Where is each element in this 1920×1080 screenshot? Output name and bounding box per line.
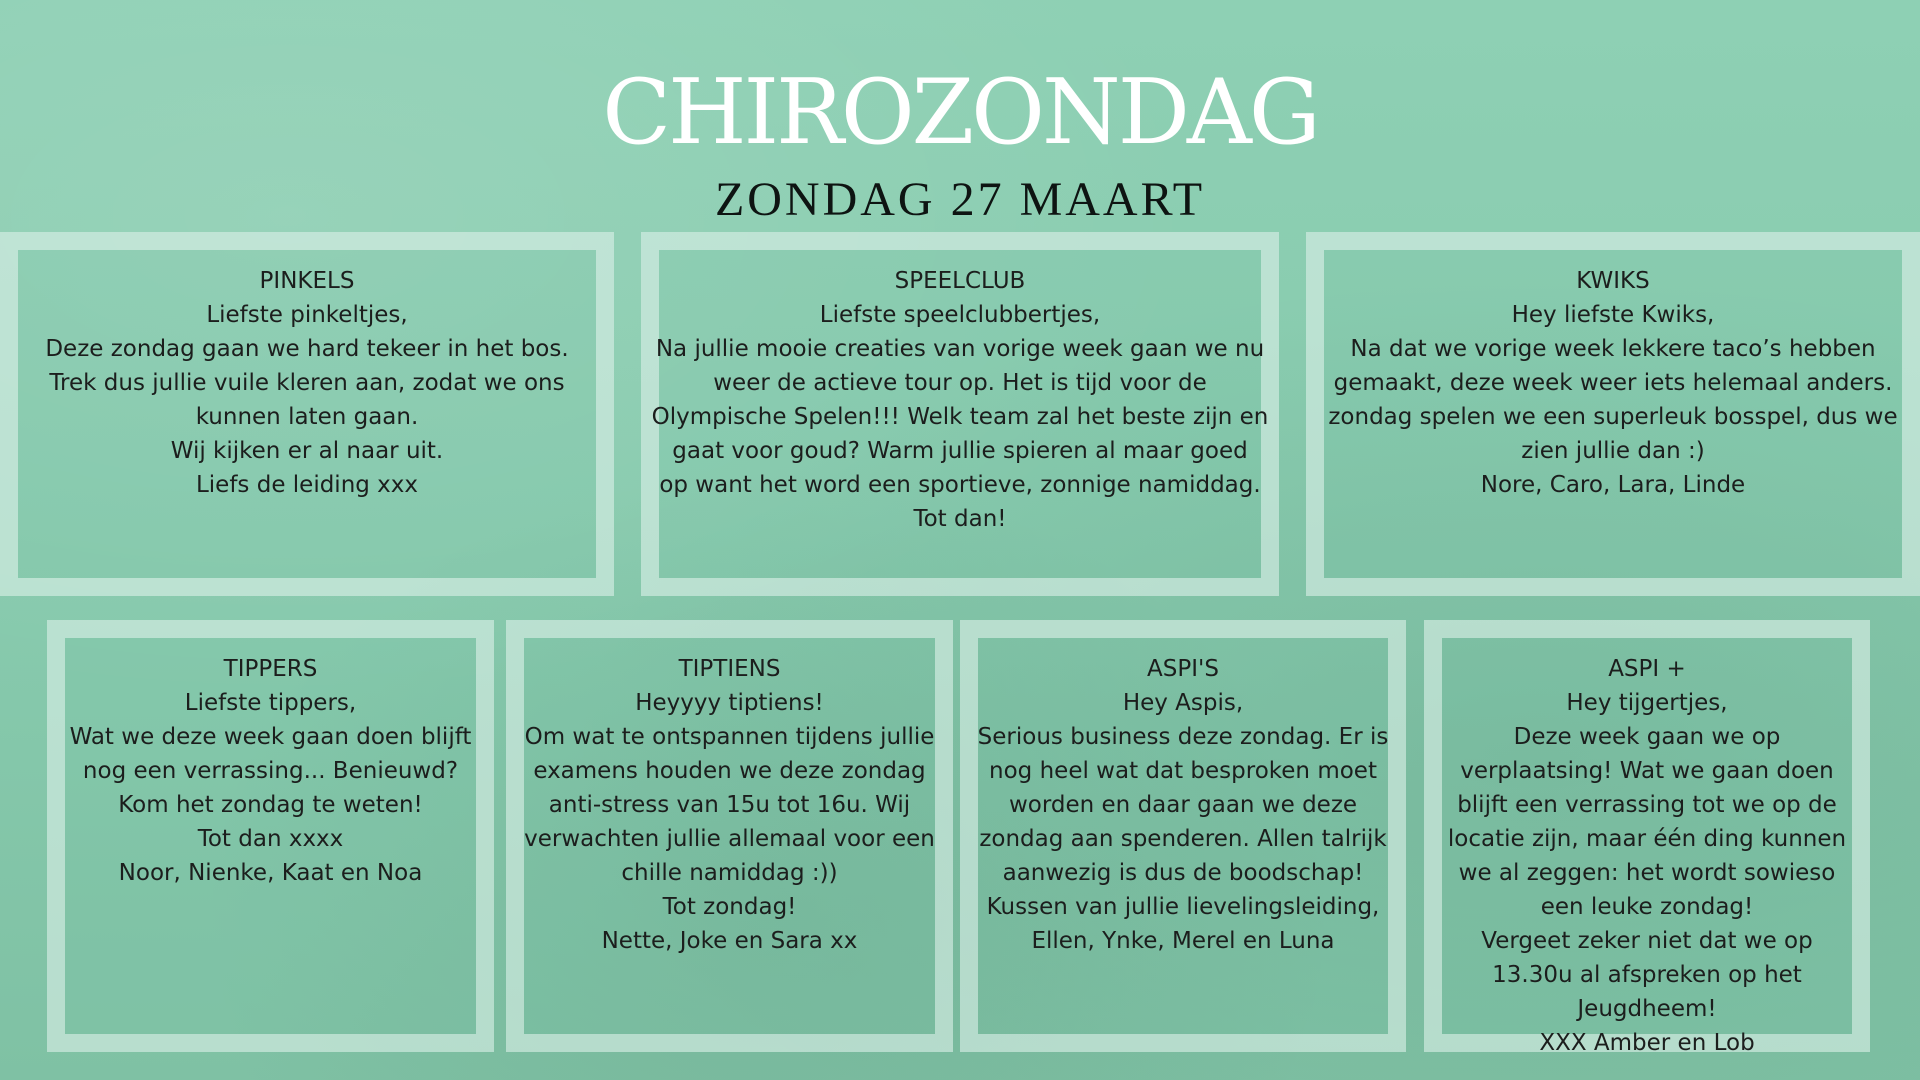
- card-body: [651, 250, 1269, 578]
- card-text-line: Tot dan xxxx: [197, 826, 344, 852]
- card-text-line: 13.30u al afspreken op het: [1492, 962, 1802, 988]
- card-text-line: een leuke zondag!: [1540, 894, 1754, 920]
- card-text-line: worden en daar gaan we deze: [1008, 792, 1358, 818]
- card-text-line: Deze week gaan we op: [1513, 724, 1781, 750]
- card-heading: TIPTIENS: [678, 656, 781, 682]
- card-text-line: Liefs de leiding xxx: [195, 472, 419, 498]
- card-text-line: nog heel wat dat besproken moet: [989, 758, 1377, 784]
- card-text-line: Wat we deze week gaan doen blijft: [69, 724, 472, 750]
- card-aspis: [960, 620, 1406, 1052]
- card-text-line: aanwezig is dus de boodschap!: [1002, 860, 1364, 886]
- card-text-line: Hey tijgertjes,: [1566, 690, 1728, 716]
- card-text-line: verplaatsing! Wat we gaan doen: [1460, 758, 1834, 784]
- card-heading: KWIKS: [1576, 268, 1650, 294]
- card-text-line: weer de actieve tour op. Het is tijd voor de: [713, 370, 1207, 396]
- card-text-line: Na dat we vorige week lekkere taco’s hebben: [1350, 336, 1876, 362]
- card-text-line: nog een verrassing... Benieuwd?: [82, 758, 459, 784]
- card-text-line: Liefste speelclubbertjes,: [819, 302, 1101, 328]
- card-text-line: examens houden we deze zondag: [533, 758, 926, 784]
- card-text-line: Heyyyy tiptiens!: [635, 690, 824, 716]
- card-text-line: Nette, Joke en Sara xx: [601, 928, 858, 954]
- card-text-line: zien jullie dan :): [1521, 438, 1705, 464]
- card-text-line: Na jullie mooie creaties van vorige week gaan we nu: [655, 336, 1265, 362]
- card-text-line: we al zeggen: het wordt sowieso: [1458, 860, 1836, 886]
- card-text-line: Hey liefste Kwiks,: [1511, 302, 1715, 328]
- card-text-line: XXX Amber en Lob: [1539, 1030, 1755, 1056]
- card-body: [524, 638, 935, 1034]
- card-text-line: op want het word een sportieve, zonnige namiddag.: [659, 472, 1261, 498]
- card-heading: PINKELS: [259, 268, 355, 294]
- card-body: [18, 250, 596, 578]
- card-text-line: Tot zondag!: [662, 894, 797, 920]
- card-text-line: Deze zondag gaan we hard tekeer in het bos.: [45, 336, 569, 362]
- card-text-line: Tot dan!: [913, 506, 1007, 532]
- card-text-line: Om wat te ontspannen tijdens jullie: [524, 724, 935, 750]
- card-text-line: Liefste tippers,: [184, 690, 357, 716]
- page-title: CHIROZONDAG: [602, 60, 1318, 165]
- card-text-line: Nore, Caro, Lara, Linde: [1480, 472, 1746, 498]
- card-text-line: Kom het zondag te weten!: [118, 792, 423, 818]
- card-aspi-plus: [1424, 620, 1870, 1056]
- card-text-line: zondag spelen we een superleuk bosspel, dus we: [1328, 404, 1898, 430]
- card-text-line: Kussen van jullie lievelingsleiding,: [986, 894, 1380, 920]
- card-heading: SPEELCLUB: [894, 268, 1026, 294]
- card-text-line: Ellen, Ynke, Merel en Luna: [1031, 928, 1335, 954]
- card-text-line: Hey Aspis,: [1122, 690, 1244, 716]
- page-subtitle-date: ZONDAG 27 MAART: [714, 173, 1206, 226]
- card-text-line: Olympische Spelen!!! Welk team zal het beste zijn en: [651, 404, 1269, 430]
- card-heading: ASPI'S: [1147, 656, 1219, 682]
- card-body: [978, 638, 1388, 1034]
- card-text-line: locatie zijn, maar één ding kunnen: [1447, 826, 1847, 852]
- card-tiptiens: [506, 620, 953, 1052]
- card-text-line: Serious business deze zondag. Er is: [977, 724, 1389, 750]
- card-text-line: Jeugdheem!: [1577, 996, 1717, 1022]
- card-text-line: Wij kijken er al naar uit.: [170, 438, 444, 464]
- card-speelclub: [641, 232, 1279, 596]
- card-text-line: chille namiddag :)): [621, 860, 838, 886]
- card-text-line: verwachten jullie allemaal voor een: [524, 826, 935, 852]
- card-pinkels: [0, 232, 614, 596]
- card-text-line: zondag aan spenderen. Allen talrijk: [979, 826, 1387, 852]
- card-heading: TIPPERS: [223, 656, 318, 682]
- card-body: [1324, 250, 1902, 578]
- card-text-line: blijft een verrassing tot we op de: [1457, 792, 1837, 818]
- card-text-line: Noor, Nienke, Kaat en Noa: [118, 860, 423, 886]
- card-text-line: anti-stress van 15u tot 16u. Wij: [548, 792, 911, 818]
- card-kwiks: [1306, 232, 1920, 596]
- card-text-line: gemaakt, deze week weer iets helemaal anders.: [1333, 370, 1893, 396]
- card-text-line: gaat voor goud? Warm jullie spieren al maar goed: [672, 438, 1248, 464]
- card-text-line: Liefste pinkeltjes,: [206, 302, 408, 328]
- card-text-line: kunnen laten gaan.: [195, 404, 419, 430]
- card-body: [1442, 638, 1852, 1056]
- card-heading: ASPI +: [1608, 656, 1686, 682]
- card-text-line: Vergeet zeker niet dat we op: [1481, 928, 1813, 954]
- card-body: [65, 638, 476, 1034]
- card-tippers: [47, 620, 494, 1052]
- card-text-line: Trek dus jullie vuile kleren aan, zodat we ons: [49, 370, 565, 396]
